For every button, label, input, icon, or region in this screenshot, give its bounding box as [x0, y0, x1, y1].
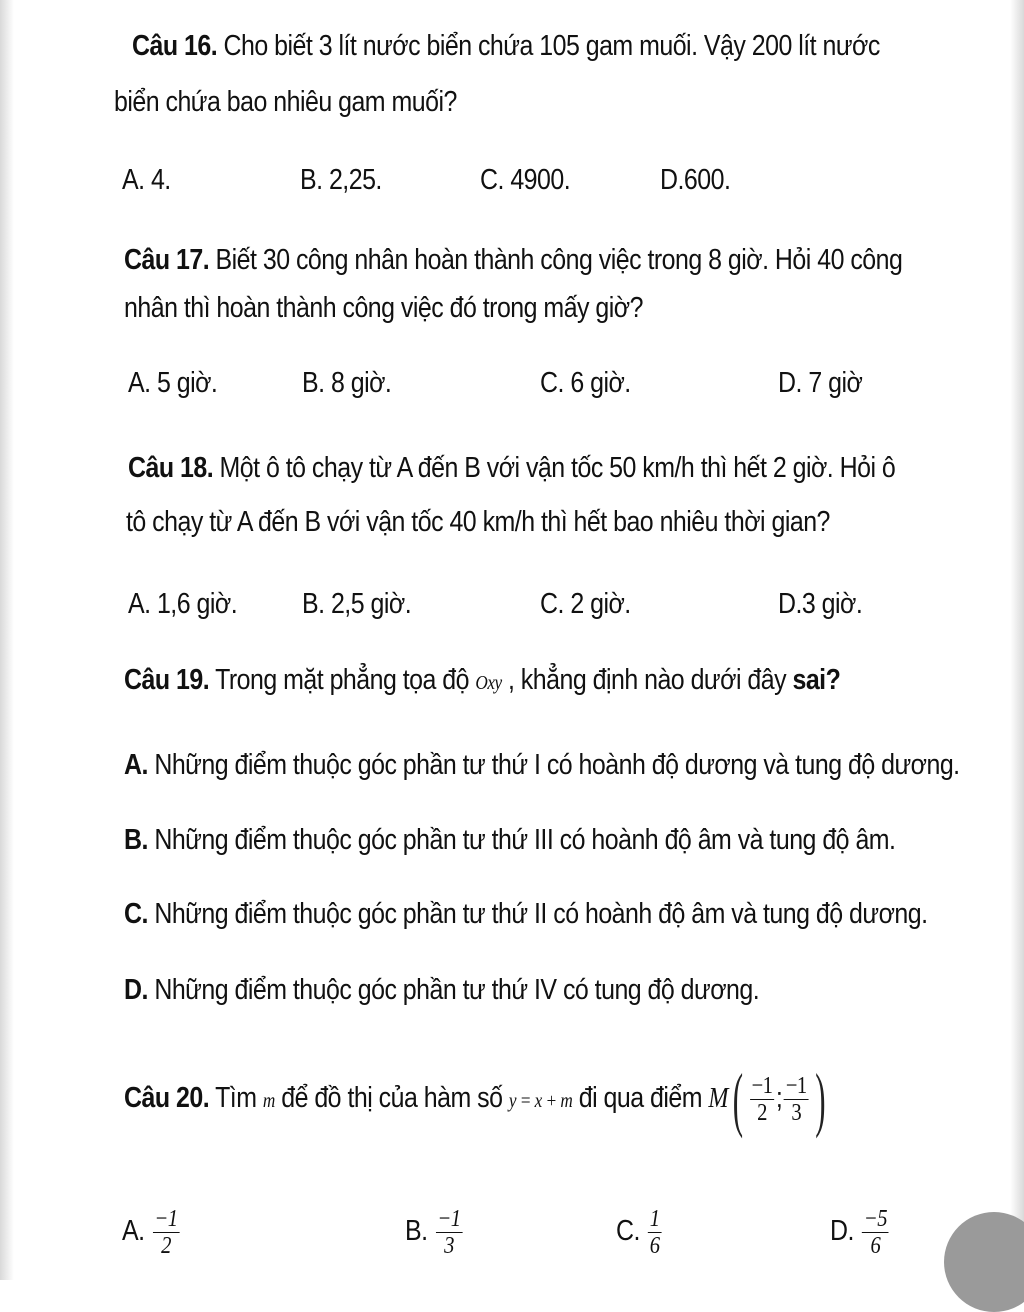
q17-option-a: A. 5 giờ.	[128, 367, 218, 399]
q20-option-c-letter: C.	[616, 1215, 640, 1247]
q17-stem-line1	[124, 242, 902, 278]
q16-option-c: C. 4900.	[480, 164, 571, 196]
q20-stem	[124, 1048, 830, 1151]
q20-option-b-fraction	[436, 1206, 463, 1259]
q20-point-y-fraction	[784, 1073, 808, 1126]
q20-math-function: y = x + m	[508, 1090, 573, 1112]
q16-option-d: D.600.	[660, 164, 731, 196]
q20-option-c-num: 1	[649, 1205, 660, 1232]
q18-option-b: B. 2,5 giờ.	[302, 588, 412, 620]
q16-stem-line1	[132, 28, 880, 64]
q16-option-a: A. 4.	[122, 164, 171, 196]
q20-point-y-num: −1	[785, 1072, 807, 1099]
q20-point-x-den: 2	[757, 1099, 767, 1126]
q20-option-b-letter: B.	[405, 1215, 428, 1247]
q20-point-y-den: 3	[791, 1099, 802, 1126]
q19-option-b	[124, 822, 895, 858]
q19-option-a-letter: A.	[124, 749, 148, 781]
q18-option-a: A. 1,6 giờ.	[128, 588, 238, 620]
q20-text1: Tìm	[209, 1082, 263, 1114]
q17-option-d: D. 7 giờ	[778, 367, 863, 399]
q20-text3: đi qua điểm	[572, 1082, 709, 1114]
q20-point-separator: ;	[775, 1082, 783, 1114]
q20-math-m: m	[262, 1090, 275, 1112]
q19-stem	[124, 662, 840, 701]
q20-point-m: M	[708, 1083, 728, 1114]
q20-option-a-den: 2	[161, 1232, 171, 1259]
q20-option-a-letter: A.	[122, 1215, 145, 1247]
q20-option-d	[830, 1196, 890, 1266]
q20-option-d-num: −5	[863, 1205, 888, 1232]
q20-point-x-num: −1	[751, 1072, 773, 1099]
q20-option-b-den: 3	[444, 1232, 454, 1259]
q19-option-d-letter: D.	[124, 974, 148, 1006]
q20-option-c	[616, 1196, 663, 1266]
q19-text-after: , khẳng định nào dưới đây	[501, 664, 793, 696]
q17-option-c: C. 6 giờ.	[540, 367, 631, 399]
q16-text1: Cho biết 3 lít nước biển chứa 105 gam muối. Vậy 200 lít nước	[217, 30, 880, 62]
q19-option-c-text: Những điểm thuộc góc phần tư thứ II có hoành độ âm và tung độ dương.	[147, 898, 928, 930]
q17-label: Câu 17.	[124, 244, 210, 276]
q19-label: Câu 19.	[124, 664, 210, 696]
q19-option-d	[124, 972, 759, 1008]
q20-point-x-fraction	[750, 1073, 774, 1126]
q19-option-d-text: Những điểm thuộc góc phần tư thứ IV có tung độ dương.	[147, 974, 760, 1006]
q20-option-a-num: −1	[154, 1205, 178, 1232]
q19-option-b-letter: B.	[124, 824, 148, 856]
q19-option-a	[124, 747, 960, 783]
q20-text2: để đồ thị của hàm số	[274, 1082, 509, 1114]
q20-option-a-fraction	[153, 1206, 180, 1259]
q20-option-d-den: 6	[870, 1232, 881, 1259]
q16-label: Câu 16.	[132, 30, 218, 62]
q20-option-c-den: 6	[649, 1232, 660, 1259]
q20-option-d-fraction	[862, 1206, 889, 1259]
q18-option-c: C. 2 giờ.	[540, 588, 631, 620]
q16-stem-line2: biển chứa bao nhiêu gam muối?	[114, 86, 457, 118]
q20-option-a	[122, 1196, 181, 1266]
q16-option-b: B. 2,25.	[300, 164, 382, 196]
q17-option-b: B. 8 giờ.	[302, 367, 392, 399]
q18-option-d: D.3 giờ.	[778, 588, 863, 620]
q19-text-before: Trong mặt phẳng tọa độ	[209, 664, 476, 696]
q18-label: Câu 18.	[128, 452, 214, 484]
q17-stem-line2: nhân thì hoàn thành công việc đó trong mấy giờ?	[124, 292, 643, 324]
q20-option-b-num: −1	[437, 1205, 461, 1232]
q20-option-b	[405, 1196, 464, 1266]
q19-math-oxy: Oxy	[475, 672, 502, 694]
q19-option-a-text: Những điểm thuộc góc phần tư thứ I có hoành độ dương và tung độ dương.	[147, 749, 960, 781]
q20-option-c-fraction	[648, 1206, 661, 1259]
q20-left-paren: (	[732, 1059, 744, 1140]
q19-option-c	[124, 896, 928, 932]
q20-label: Câu 20.	[124, 1082, 210, 1114]
q19-option-c-letter: C.	[124, 898, 148, 930]
q20-right-paren: )	[815, 1059, 826, 1140]
q19-option-b-text: Những điểm thuộc góc phần tư thứ III có hoành độ âm và tung độ âm.	[147, 824, 896, 856]
q19-bold-word: sai?	[792, 664, 841, 696]
q18-text1: Một ô tô chạy từ A đến B với vận tốc 50 km/h thì hết 2 giờ. Hỏi ô	[213, 452, 896, 484]
q18-stem-line1	[128, 450, 895, 486]
q17-text1: Biết 30 công nhân hoàn thành công việc trong 8 giờ. Hỏi 40 công	[209, 244, 903, 276]
q18-stem-line2: tô chạy từ A đến B với vận tốc 40 km/h thì hết bao nhiêu thời gian?	[126, 506, 830, 538]
q20-option-d-letter: D.	[830, 1215, 854, 1247]
